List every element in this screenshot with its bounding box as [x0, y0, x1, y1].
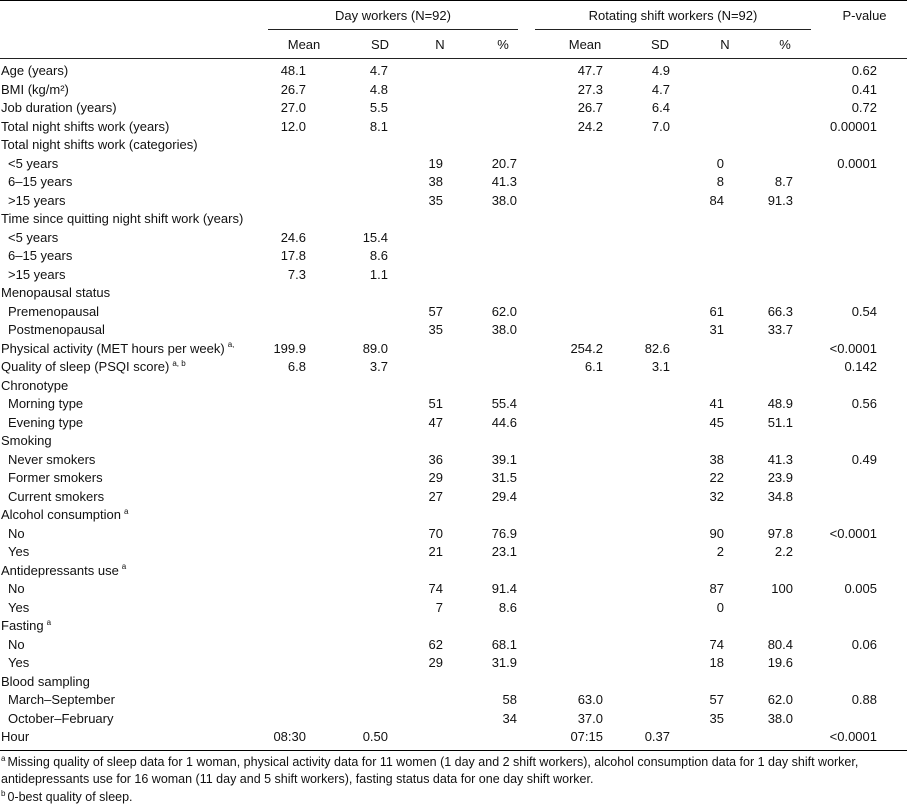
cell-dn: 19 — [428, 155, 443, 171]
row-label-text: No — [8, 636, 25, 652]
row-label — [1, 618, 51, 633]
cell-dp: 29.4 — [491, 488, 517, 504]
cell-dn: 70 — [428, 525, 443, 541]
cell-dn: 35 — [428, 192, 443, 208]
table-row — [0, 655, 907, 673]
rot-group-rule — [535, 29, 811, 30]
row-label-text: No — [8, 525, 25, 541]
cell-dn: 47 — [428, 414, 443, 430]
table-row — [0, 304, 907, 322]
row-label — [8, 600, 29, 615]
subheader-day-mean: Mean — [287, 37, 321, 52]
cell-pv: 0.06 — [851, 636, 877, 652]
cell-rn: 57 — [709, 692, 724, 707]
rotating-workers-header: Rotating shift workers (N=92) — [588, 8, 758, 23]
footnote-marker: a — [46, 617, 52, 627]
table-row — [0, 581, 907, 599]
row-label-text: Antidepressants use — [1, 562, 119, 578]
row-label — [8, 415, 83, 430]
row-label — [8, 544, 29, 559]
cell-pv: 0.142 — [844, 359, 877, 374]
cell-rp: 23.9 — [767, 470, 793, 485]
cell-dp: 23.1 — [491, 544, 517, 559]
footnote-a-mark: a — [1, 753, 6, 763]
table-row — [0, 637, 907, 655]
cell-dn: 74 — [428, 581, 443, 596]
table-row — [0, 470, 907, 488]
cell-rn: 2 — [716, 544, 724, 559]
cell-rp: 41.3 — [767, 451, 793, 467]
row-label-text: Quality of sleep (PSQI score) — [1, 359, 170, 374]
row-label — [1, 137, 198, 152]
cell-dsd: 3.7 — [369, 359, 388, 374]
cell-pv: 0.41 — [851, 81, 877, 97]
day-group-rule — [268, 29, 518, 30]
row-label-text: Menopausal status — [1, 285, 111, 300]
row-label-text: No — [8, 581, 25, 596]
cell-dn: 51 — [428, 396, 443, 411]
table-row — [0, 267, 907, 285]
cell-rsd: 0.37 — [644, 729, 670, 744]
cell-dp: 39.1 — [491, 451, 517, 467]
cell-rp: 100 — [771, 581, 793, 596]
row-label-text: BMI (kg/m²) — [1, 81, 69, 97]
row-label — [8, 156, 58, 171]
row-label — [8, 489, 104, 504]
table-row — [0, 174, 907, 192]
row-label — [8, 711, 114, 726]
table-row — [0, 396, 907, 414]
cell-dp: 31.5 — [491, 470, 517, 485]
subheader-day-n: N — [435, 37, 445, 52]
table-row — [0, 452, 907, 470]
cell-dp: 38.0 — [491, 192, 517, 208]
table-row — [0, 248, 907, 266]
cell-rsd: 6.4 — [651, 100, 670, 115]
row-label-text: Morning type — [8, 396, 84, 411]
row-label — [8, 193, 65, 208]
cell-rn: 22 — [709, 470, 724, 485]
cell-dp: 44.6 — [491, 414, 517, 430]
row-label — [1, 563, 126, 578]
subheader-day-pct: % — [497, 37, 509, 52]
cell-pv: 0.49 — [851, 451, 877, 467]
cell-rp: 80.4 — [767, 636, 793, 652]
row-label — [1, 82, 69, 97]
cell-rsd: 82.6 — [644, 340, 670, 356]
cell-rmean: 6.1 — [584, 359, 603, 374]
subheader-rot-pct: % — [779, 37, 791, 52]
cell-rn: 35 — [709, 710, 724, 726]
cell-dmean: 6.8 — [287, 359, 306, 374]
day-workers-header: Day workers (N=92) — [335, 8, 451, 23]
cell-dmean: 17.8 — [280, 248, 306, 263]
row-label — [8, 267, 65, 282]
cell-dp: 62.0 — [491, 303, 517, 319]
cell-rp: 19.6 — [767, 655, 793, 670]
table-row — [0, 211, 907, 229]
cell-rn: 31 — [709, 322, 724, 337]
table-row — [0, 322, 907, 340]
cell-dsd: 4.7 — [369, 63, 388, 78]
row-label-text: Hour — [1, 729, 30, 744]
cell-pv: <0.0001 — [829, 729, 877, 744]
cell-dsd: 8.6 — [369, 248, 388, 263]
cell-rn: 74 — [709, 636, 724, 652]
cell-dsd: 89.0 — [362, 340, 388, 356]
table-row — [0, 230, 907, 248]
footnote-b-mark: b — [1, 788, 6, 798]
table-row — [0, 285, 907, 303]
row-label-text: <5 years — [8, 155, 59, 171]
row-label — [8, 581, 25, 596]
table-row — [0, 378, 907, 396]
row-label-text: 6–15 years — [8, 248, 73, 263]
row-label — [1, 63, 68, 78]
row-label-text: March–September — [8, 692, 115, 707]
cell-rn: 32 — [709, 488, 724, 504]
row-label-text: Fasting — [1, 618, 44, 633]
cell-dp: 41.3 — [491, 174, 517, 189]
row-label-text: Never smokers — [8, 451, 96, 467]
table-row — [0, 507, 907, 525]
cell-dsd: 8.1 — [369, 118, 388, 134]
table-row — [0, 711, 907, 729]
subheader-day-sd: SD — [370, 37, 390, 52]
footnote-marker: a, — [227, 340, 235, 350]
row-label-text: Age (years) — [1, 63, 69, 78]
table-row — [0, 433, 907, 451]
cell-rn: 90 — [709, 525, 724, 541]
table-bottom-rule — [0, 750, 907, 751]
table-row — [0, 674, 907, 692]
row-label — [8, 655, 29, 670]
cell-dsd: 1.1 — [369, 266, 388, 282]
table-row — [0, 563, 907, 581]
cell-rsd: 3.1 — [651, 359, 670, 374]
table-row — [0, 544, 907, 562]
cell-dp: 31.9 — [491, 655, 517, 670]
row-label — [8, 470, 103, 485]
table-row — [0, 489, 907, 507]
table-row — [0, 82, 907, 100]
row-label — [8, 304, 99, 319]
cell-dmean: 24.6 — [280, 229, 306, 245]
footnote-marker: a, b — [172, 358, 186, 368]
footnote-marker: a — [123, 506, 129, 516]
row-label-text: Job duration (years) — [1, 100, 117, 115]
cell-dsd: 15.4 — [362, 229, 388, 245]
cell-pv: 0.88 — [851, 692, 877, 707]
cell-dmean: 27.0 — [280, 100, 306, 115]
row-label — [8, 322, 105, 337]
cell-pv: 0.00001 — [830, 118, 877, 134]
table-row — [0, 359, 907, 377]
row-label-text: October–February — [8, 710, 114, 726]
cell-rp: 51.1 — [767, 414, 793, 430]
cell-rn: 84 — [709, 192, 724, 208]
cell-dp: 8.6 — [498, 599, 517, 615]
cell-dp: 68.1 — [491, 636, 517, 652]
row-label — [8, 637, 25, 652]
row-label-text: Total night shifts work (years) — [1, 118, 170, 134]
footnote-b — [1, 789, 906, 806]
cell-dp: 38.0 — [491, 322, 517, 337]
cell-dmean: 199.9 — [273, 340, 306, 356]
cell-rp: 48.9 — [767, 396, 793, 411]
table-row — [0, 618, 907, 636]
row-label-text: >15 years — [8, 192, 66, 208]
row-label-text: Evening type — [8, 414, 84, 430]
subheader-rot-sd: SD — [650, 37, 670, 52]
row-label-text: Total night shifts work (categories) — [1, 137, 198, 152]
cell-pv: 0.0001 — [837, 155, 877, 171]
table-row — [0, 729, 907, 747]
row-label — [1, 285, 110, 300]
pvalue-header: P-value — [842, 8, 887, 23]
table-row — [0, 526, 907, 544]
cell-dn: 35 — [428, 322, 443, 337]
cell-pv: 0.62 — [851, 63, 877, 78]
cell-rmean: 27.3 — [577, 81, 603, 97]
table-row — [0, 341, 907, 359]
cell-dn: 38 — [428, 174, 443, 189]
cell-rp: 66.3 — [767, 303, 793, 319]
cell-rp: 91.3 — [767, 192, 793, 208]
row-label — [1, 100, 117, 115]
row-label — [1, 341, 234, 356]
cell-dp: 20.7 — [491, 155, 517, 171]
cell-rn: 38 — [709, 451, 724, 467]
cell-pv: <0.0001 — [829, 525, 877, 541]
cell-rn: 8 — [716, 174, 724, 189]
row-label — [1, 119, 169, 134]
row-label-text: Current smokers — [8, 488, 105, 504]
table-row — [0, 119, 907, 137]
row-label — [8, 452, 95, 467]
cell-dn: 57 — [428, 303, 443, 319]
cell-rn: 41 — [709, 396, 724, 411]
cell-pv: 0.56 — [851, 396, 877, 411]
row-label-text: >15 years — [8, 266, 66, 282]
row-label-text: Yes — [8, 599, 30, 615]
cell-rp: 34.8 — [767, 488, 793, 504]
row-label-text: <5 years — [8, 229, 59, 245]
cell-rsd: 4.7 — [651, 81, 670, 97]
cell-dn: 29 — [428, 470, 443, 485]
cell-rmean: 07:15 — [570, 729, 603, 744]
cell-rsd: 7.0 — [651, 118, 670, 134]
cell-dmean: 48.1 — [280, 63, 306, 78]
cell-dp: 55.4 — [491, 396, 517, 411]
header-bottom-rule — [0, 58, 907, 59]
cell-dn: 62 — [428, 636, 443, 652]
row-label — [1, 674, 90, 689]
row-label-text: Physical activity (MET hours per week) — [1, 340, 225, 356]
cell-pv: 0.54 — [851, 303, 877, 319]
cell-rp: 8.7 — [774, 174, 793, 189]
row-label-text: Former smokers — [8, 470, 103, 485]
footnote-a — [1, 754, 906, 788]
cell-rp: 33.7 — [767, 322, 793, 337]
cell-dmean: 7.3 — [287, 266, 306, 282]
subheader-rot-mean: Mean — [568, 37, 602, 52]
table-row — [0, 63, 907, 81]
row-label-text: Postmenopausal — [8, 322, 105, 337]
cell-rn: 18 — [709, 655, 724, 670]
cell-dn: 29 — [428, 655, 443, 670]
cell-dmean: 26.7 — [280, 81, 306, 97]
cell-dn: 21 — [428, 544, 443, 559]
row-label-text: Alcohol consumption — [1, 507, 121, 522]
row-label — [8, 230, 58, 245]
row-label-text: Yes — [8, 655, 30, 670]
cell-rn: 87 — [709, 581, 724, 596]
cell-rn: 0 — [716, 599, 724, 615]
row-label — [1, 729, 29, 744]
cell-dsd: 4.8 — [369, 81, 388, 97]
row-label-text: Smoking — [1, 433, 52, 448]
table-row — [0, 600, 907, 618]
top-rule — [0, 0, 907, 1]
cell-dn: 36 — [428, 451, 443, 467]
cell-dp: 91.4 — [491, 581, 517, 596]
cell-pv: <0.0001 — [829, 340, 877, 356]
cell-rn: 0 — [716, 155, 724, 171]
table-row — [0, 415, 907, 433]
cell-dp: 58 — [502, 692, 517, 707]
footnote-b-text: 0-best quality of sleep. — [7, 790, 133, 804]
cell-dmean: 12.0 — [280, 118, 306, 134]
row-label — [1, 378, 68, 393]
row-label — [1, 507, 128, 522]
cell-rp: 2.2 — [774, 544, 793, 559]
cell-rn: 45 — [709, 414, 724, 430]
cell-rp: 97.8 — [767, 525, 793, 541]
cell-dsd: 0.50 — [362, 729, 388, 744]
row-label — [8, 692, 115, 707]
cell-pv: 0.005 — [844, 581, 877, 596]
row-label-text: Time since quitting night shift work (years) — [1, 211, 244, 226]
cell-dn: 7 — [435, 599, 443, 615]
row-label-text: Yes — [8, 544, 30, 559]
row-label-text: 6–15 years — [8, 174, 73, 189]
cell-dsd: 5.5 — [369, 100, 388, 115]
row-label — [1, 359, 186, 374]
cell-rn: 61 — [709, 303, 724, 319]
footnote-a-text: Missing quality of sleep data for 1 woman, physical activity data for 11 women (1 day and 2 shift workers), alcohol consumption data for 1 day shift worker, antidepressants use for 16 woman (11 day and 5 shift workers), fasting status data for one day shift worker. — [1, 755, 859, 786]
cell-dp: 76.9 — [491, 525, 517, 541]
table-row — [0, 100, 907, 118]
cell-rmean: 24.2 — [577, 118, 603, 134]
row-label — [8, 396, 83, 411]
row-label — [8, 174, 72, 189]
subheader-rot-n: N — [720, 37, 730, 52]
cell-dmean: 08:30 — [273, 729, 306, 744]
cell-rsd: 4.9 — [651, 63, 670, 78]
row-label-text: Chronotype — [1, 377, 69, 393]
cell-dp: 34 — [502, 710, 517, 726]
table-row — [0, 692, 907, 710]
cell-rmean: 26.7 — [577, 100, 603, 115]
cell-rmean: 254.2 — [570, 340, 603, 356]
cell-rp: 38.0 — [767, 710, 793, 726]
table-row — [0, 193, 907, 211]
row-label — [1, 211, 243, 226]
row-label — [1, 433, 52, 448]
row-label — [8, 526, 25, 541]
row-label — [8, 248, 72, 263]
cell-dn: 27 — [428, 488, 443, 504]
cell-rp: 62.0 — [767, 692, 793, 707]
row-label-text: Premenopausal — [8, 303, 100, 319]
table-row — [0, 137, 907, 155]
cell-rmean: 47.7 — [577, 63, 603, 78]
cell-rmean: 37.0 — [577, 710, 603, 726]
cell-rmean: 63.0 — [577, 692, 603, 707]
row-label-text: Blood sampling — [1, 673, 90, 689]
cell-pv: 0.72 — [851, 100, 877, 115]
footnote-marker: a — [121, 562, 127, 572]
table-row — [0, 156, 907, 174]
